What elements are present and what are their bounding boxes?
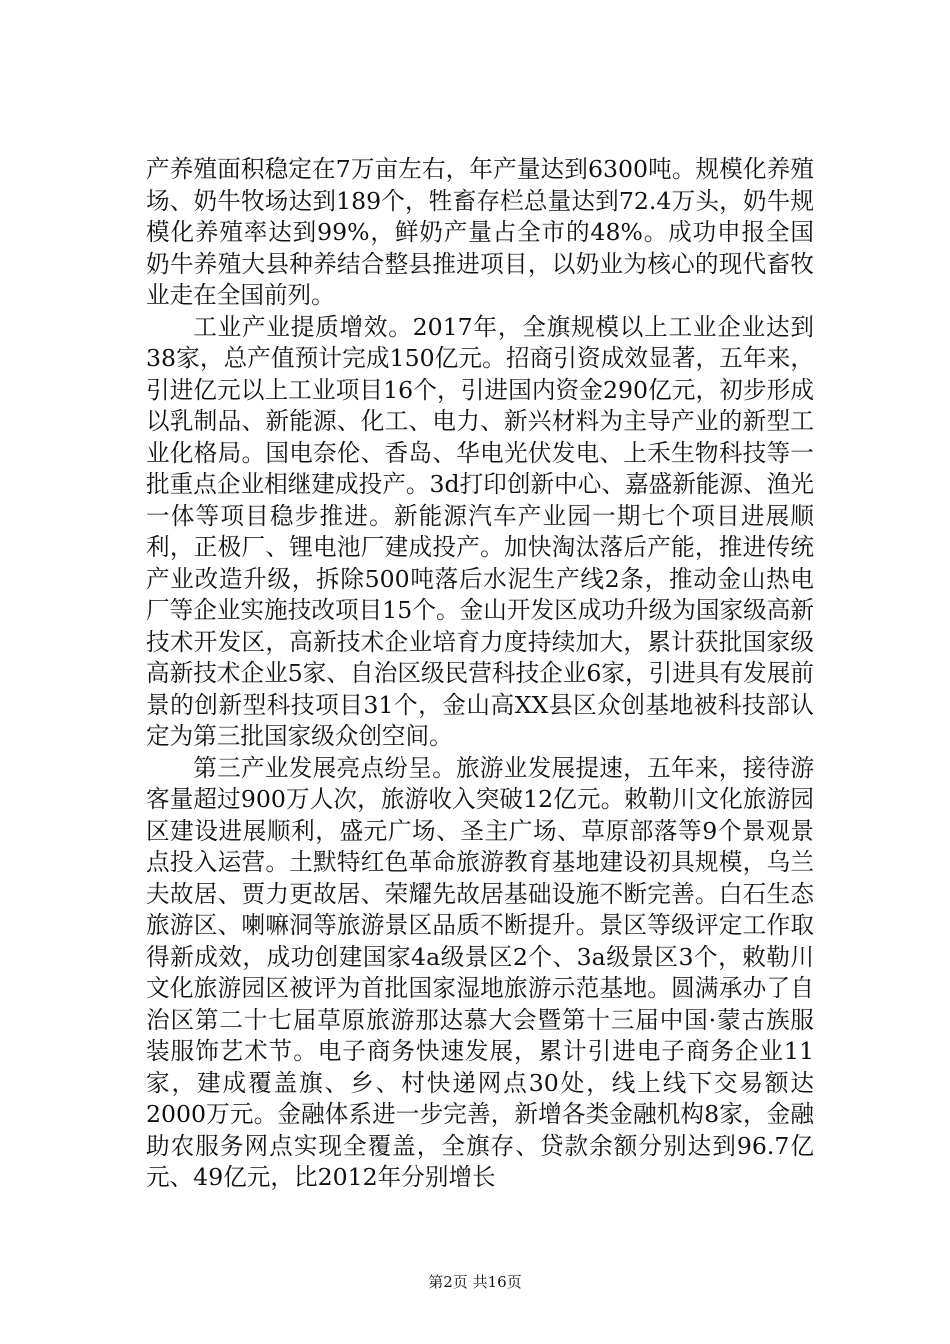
document-body [146,154,814,1194]
paragraph-livestock: 产养殖面积稳定在7万亩左右，年产量达到6300吨。规模化养殖场、奶牛牧场达到189个，牲畜存栏总量达到72.4万头，奶牛规模化养殖率达到99%，鲜奶产量占全市的48%。成功申报全国奶牛养殖大县种养结合整县推进项目，以奶业为核心的现代畜牧业走在全国前列。 [146,155,814,309]
paragraph-industry: 工业产业提质增效。2017年，全旗规模以上工业企业达到38家，总产值预计完成150亿元。招商引资成效显著，五年来，引进亿元以上工业项目16个，引进国内资金290亿元，初步形成以乳制品、新能源、化工、电力、新兴材料为主导产业的新型工业化格局。国电奈伦、香岛、华电光伏发电、上禾生物科技等一批重点企业相继建成投产。3d打印创新中心、嘉盛新能源、渔光一体等项目稳步推进。新能源汽车产业园一期七个项目进展顺利，正极厂、锂电池厂建成投产。加快淘汰落后产能，推进传统产业改造升级，拆除500吨落后水泥生产线2条，推动金山热电厂等企业实施技改项目15个。金山开发区成功升级为国家级高新技术开发区，高新技术企业培育力度持续加大，累计获批国家级高新技术企业5家、自治区级民营科技企业6家，引进具有发展前景的创新型科技项目31个，金山高XX县区众创基地被科技部认定为第三批国家级众创空间。 [146,312,814,750]
page-footer: 第2页 共16页 [428,1273,522,1291]
paragraph-tertiary: 第三产业发展亮点纷呈。旅游业发展提速，五年来，接待游客量超过900万人次，旅游收入突破12亿元。敕勒川文化旅游园区建设进展顺利，盛元广场、圣主广场、草原部落等9个景观景点投入运营。土默特红色革命旅游教育基地建设初具规模，乌兰夫故居、贾力更故居、荣耀先故居基础设施不断完善。白石生态旅游区、喇嘛洞等旅游景区品质不断提升。景区等级评定工作取得新成效，成功创建国家4a级景区2个、3a级景区3个，敕勒川文化旅游园区被评为首批国家湿地旅游示范基地。圆满承办了自治区第二十七届草原旅游那达慕大会暨第十三届中国·蒙古族服装服饰艺术节。电子商务快速发展，累计引进电子商务企业11家，建成覆盖旗、乡、村快递网点30处，线上线下交易额达2000万元。金融体系进一步完善，新增各类金融机构8家，金融助农服务网点实现全覆盖，全旗存、贷款余额分别达到96.7亿元、49亿元，比2012年分别增长 [146,753,814,1191]
